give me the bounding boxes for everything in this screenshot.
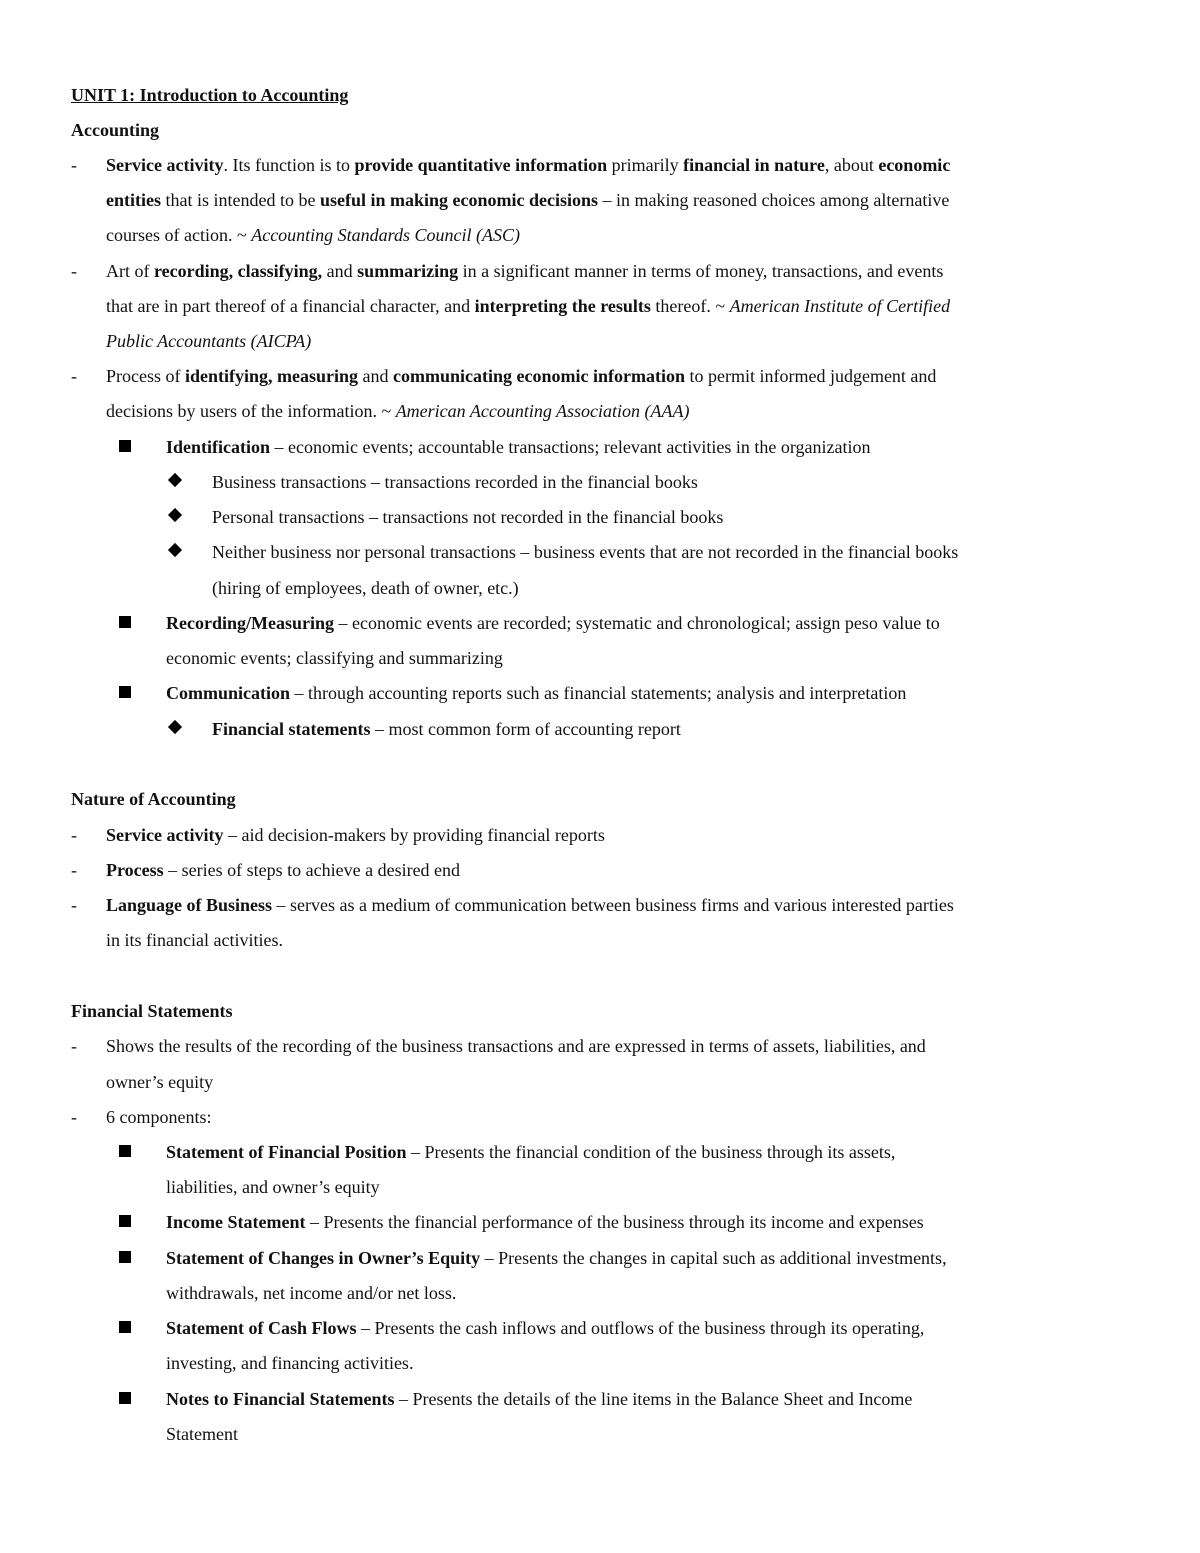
neither-transactions-line1: Neither business nor personal transactions – business events that are not recorded in the financial books bbox=[212, 542, 959, 562]
def3-line1: Process of identifying, measuring and communicating economic information to permit informed judgement and bbox=[106, 366, 937, 386]
diamond-bullet-icon bbox=[168, 508, 182, 522]
fs-item-income: Income Statement – Presents the financial performance of the business through its income and expenses bbox=[166, 1212, 924, 1232]
square-bullet-icon bbox=[119, 616, 131, 628]
section-heading-nature: Nature of Accounting bbox=[71, 789, 236, 809]
neither-transactions-line2: (hiring of employees, death of owner, etc.) bbox=[212, 578, 519, 598]
def1-line2: entities that is intended to be useful in making economic decisions – in making reasoned choices among alternative bbox=[106, 190, 950, 210]
fs-item-equity-line2: withdrawals, net income and/or net loss. bbox=[166, 1283, 457, 1303]
fs-item-cashflows-line2: investing, and financing activities. bbox=[166, 1353, 414, 1373]
diamond-bullet-icon bbox=[168, 543, 182, 557]
section-heading-accounting: Accounting bbox=[71, 120, 160, 140]
dash-bullet: - bbox=[71, 155, 77, 175]
fs-item-position-line1: Statement of Financial Position – Presents the financial condition of the business through its assets, bbox=[166, 1142, 896, 1162]
dash-bullet: - bbox=[71, 261, 77, 281]
diamond-bullet-icon bbox=[168, 720, 182, 734]
diamond-bullet-icon bbox=[168, 473, 182, 487]
section-heading-financial-statements: Financial Statements bbox=[71, 1001, 233, 1021]
square-bullet-icon bbox=[119, 1392, 131, 1404]
nature-item-service: Service activity – aid decision-makers by providing financial reports bbox=[106, 825, 605, 845]
identification-line: Identification – economic events; accountable transactions; relevant activities in the organization bbox=[166, 437, 871, 457]
dash-bullet: - bbox=[71, 895, 77, 915]
def2-line2: that are in part thereof of a financial character, and interpreting the results thereof. ~ American Institute of Certified bbox=[106, 296, 951, 316]
fs-intro-line1: Shows the results of the recording of the business transactions and are expressed in terms of assets, liabilities, and bbox=[106, 1036, 926, 1056]
fs-item-cashflows-line1: Statement of Cash Flows – Presents the cash inflows and outflows of the business through its operating, bbox=[166, 1318, 925, 1338]
fs-item-notes-line1: Notes to Financial Statements – Presents the details of the line items in the Balance Sheet and Income bbox=[166, 1389, 913, 1409]
def1-line1: Service activity. Its function is to provide quantitative information primarily financial in nature, about economic bbox=[106, 155, 951, 175]
square-bullet-icon bbox=[119, 1251, 131, 1263]
fs-item-equity-line1: Statement of Changes in Owner’s Equity – Presents the changes in capital such as additional investments, bbox=[166, 1248, 947, 1268]
square-bullet-icon bbox=[119, 440, 131, 452]
business-transactions-line: Business transactions – transactions recorded in the financial books bbox=[212, 472, 698, 492]
personal-transactions-line: Personal transactions – transactions not recorded in the financial books bbox=[212, 507, 724, 527]
nature-item-process: Process – series of steps to achieve a desired end bbox=[106, 860, 461, 880]
square-bullet-icon bbox=[119, 686, 131, 698]
page-title: UNIT 1: Introduction to Accounting bbox=[71, 85, 349, 105]
def2-line3: Public Accountants (AICPA) bbox=[106, 331, 312, 351]
dash-bullet: - bbox=[71, 860, 77, 880]
dash-bullet: - bbox=[71, 825, 77, 845]
dash-bullet: - bbox=[71, 1036, 77, 1056]
fs-item-notes-line2: Statement bbox=[166, 1424, 238, 1444]
nature-item-language-line2: in its financial activities. bbox=[106, 930, 283, 950]
dash-bullet: - bbox=[71, 1107, 77, 1127]
fs-item-position-line2: liabilities, and owner’s equity bbox=[166, 1177, 380, 1197]
nature-item-language-line1: Language of Business – serves as a medium of communication between business firms and various interested parties bbox=[106, 895, 954, 915]
recording-line2: economic events; classifying and summarizing bbox=[166, 648, 503, 668]
fs-components-label: 6 components: bbox=[106, 1107, 212, 1127]
fs-intro-line2: owner’s equity bbox=[106, 1072, 214, 1092]
square-bullet-icon bbox=[119, 1215, 131, 1227]
dash-bullet: - bbox=[71, 366, 77, 386]
def1-line3: courses of action. ~ Accounting Standards Council (ASC) bbox=[106, 225, 521, 245]
def2-line1: Art of recording, classifying, and summarizing in a significant manner in terms of money, transactions, and events bbox=[106, 261, 944, 281]
def3-line2: decisions by users of the information. ~ American Accounting Association (AAA) bbox=[106, 401, 690, 421]
communication-line: Communication – through accounting reports such as financial statements; analysis and interpretation bbox=[166, 683, 907, 703]
square-bullet-icon bbox=[119, 1321, 131, 1333]
recording-line1: Recording/Measuring – economic events are recorded; systematic and chronological; assign peso value to bbox=[166, 613, 940, 633]
square-bullet-icon bbox=[119, 1145, 131, 1157]
financial-statements-line: Financial statements – most common form of accounting report bbox=[212, 719, 681, 739]
